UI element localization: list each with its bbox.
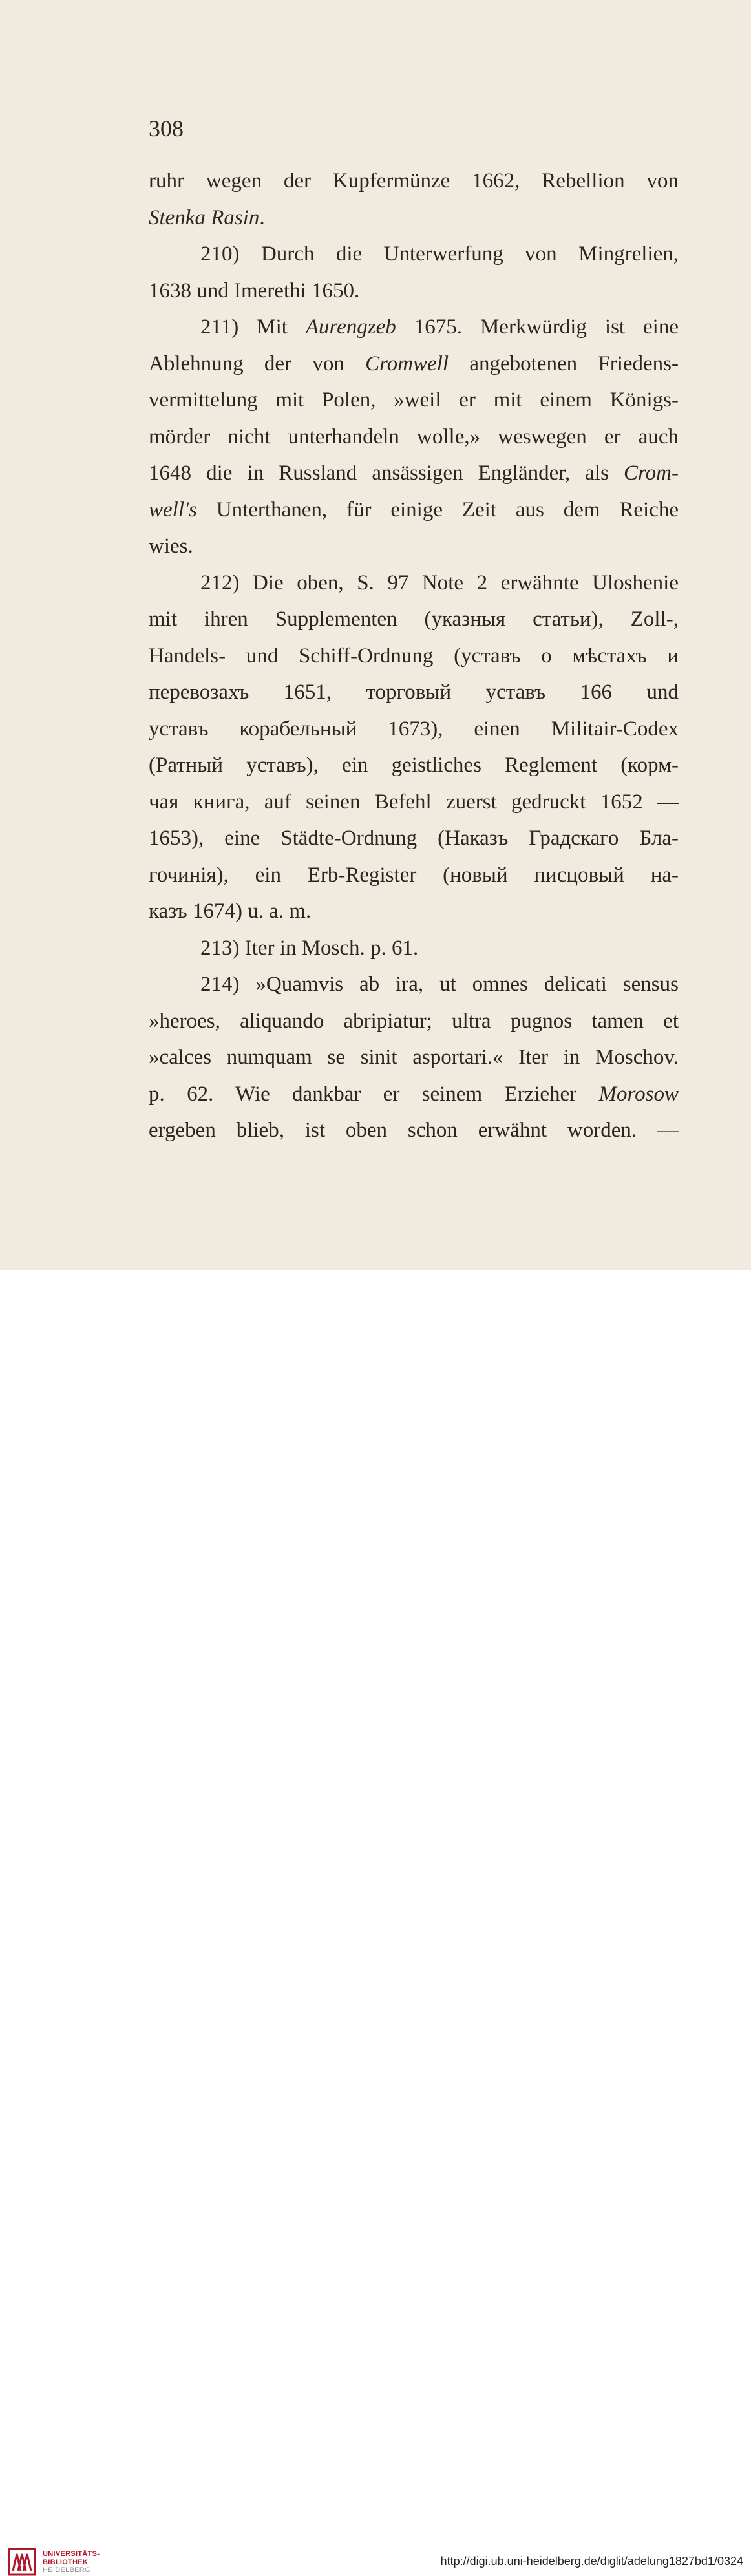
logo-line: HEIDELBERG xyxy=(43,2566,90,2574)
text-line: чая книга, auf seinen Befehl zuerst gedruckt 1652 — xyxy=(149,790,679,814)
text-line: Handels- und Schiff-Ordnung (уставъ о мѣстахъ и xyxy=(149,644,679,668)
text-line: казъ 1674) u. a. m. xyxy=(149,900,312,923)
text-line: mit ihren Supplementen (указныя статьи), Zoll-, xyxy=(149,607,679,631)
page-text xyxy=(149,163,679,1149)
text-line: Stenka Rasin. xyxy=(149,206,265,229)
text-line: p. 62. Wie dankbar er seinem Erzieher Morosow xyxy=(149,1082,679,1106)
text-line: mörder nicht unterhandeln wolle,» weswegen er auch xyxy=(149,425,679,449)
university-seal-icon xyxy=(8,2548,36,2576)
logo-line: BIBLIOTHEK xyxy=(43,2558,89,2566)
source-url-link[interactable]: http://digi.ub.uni-heidelberg.de/diglit/adelung1827bd1/0324 xyxy=(440,2555,743,2568)
library-logo-text xyxy=(43,2550,100,2575)
text-line: 1653), eine Städte-Ordnung (Наказъ Градскаго Бла- xyxy=(149,827,679,850)
text-line: well's Unterthanen, für einige Zeit aus dem Reiche xyxy=(149,498,679,522)
text-line: 1648 die in Russland ansässigen Engländer, als Crom- xyxy=(149,461,679,485)
text-line: 210) Durch die Unterwerfung von Mingrelien, xyxy=(200,242,679,266)
text-line: 213) Iter in Mosch. p. 61. xyxy=(200,936,419,960)
text-line: перевозахъ 1651, торговый уставъ 166 und xyxy=(149,681,679,704)
text-line: ruhr wegen der Kupfermünze 1662, Rebellion von xyxy=(149,169,679,193)
text-line: Ablehnung der von Cromwell angebotenen Friedens- xyxy=(149,352,679,375)
text-line: гочинія), ein Erb-Register (новый писцовый на- xyxy=(149,863,679,887)
scanned-page xyxy=(0,0,751,1270)
text-line: wies. xyxy=(149,534,193,558)
text-line: ergeben blieb, ist oben schon erwähnt worden. — xyxy=(149,1119,679,1142)
text-line: уставъ корабельный 1673), einen Militair-Codex xyxy=(149,717,679,741)
text-line: vermittelung mit Polen, »weil er mit einem Königs- xyxy=(149,388,679,412)
text-line: »calces numquam se sinit asportari.« Iter in Moschov. xyxy=(149,1046,679,1069)
page-number: 308 xyxy=(149,116,184,142)
logo-line: UNIVERSITÄTS- xyxy=(43,2550,100,2558)
viewer-footer xyxy=(0,1270,751,2574)
text-line: 214) »Quamvis ab ira, ut omnes delicati sensus xyxy=(200,973,679,996)
text-line: »heroes, aliquando abripiatur; ultra pugnos tamen et xyxy=(149,1009,679,1033)
text-line: 1638 und Imerethi 1650. xyxy=(149,279,360,302)
text-line: (Ратный уставъ), ein geistliches Reglement (корм- xyxy=(149,754,679,777)
text-line: 211) Mit Aurengzeb 1675. Merkwürdig ist eine xyxy=(200,315,679,339)
text-line: 212) Die oben, S. 97 Note 2 erwähnte Uloshenie xyxy=(200,571,679,595)
